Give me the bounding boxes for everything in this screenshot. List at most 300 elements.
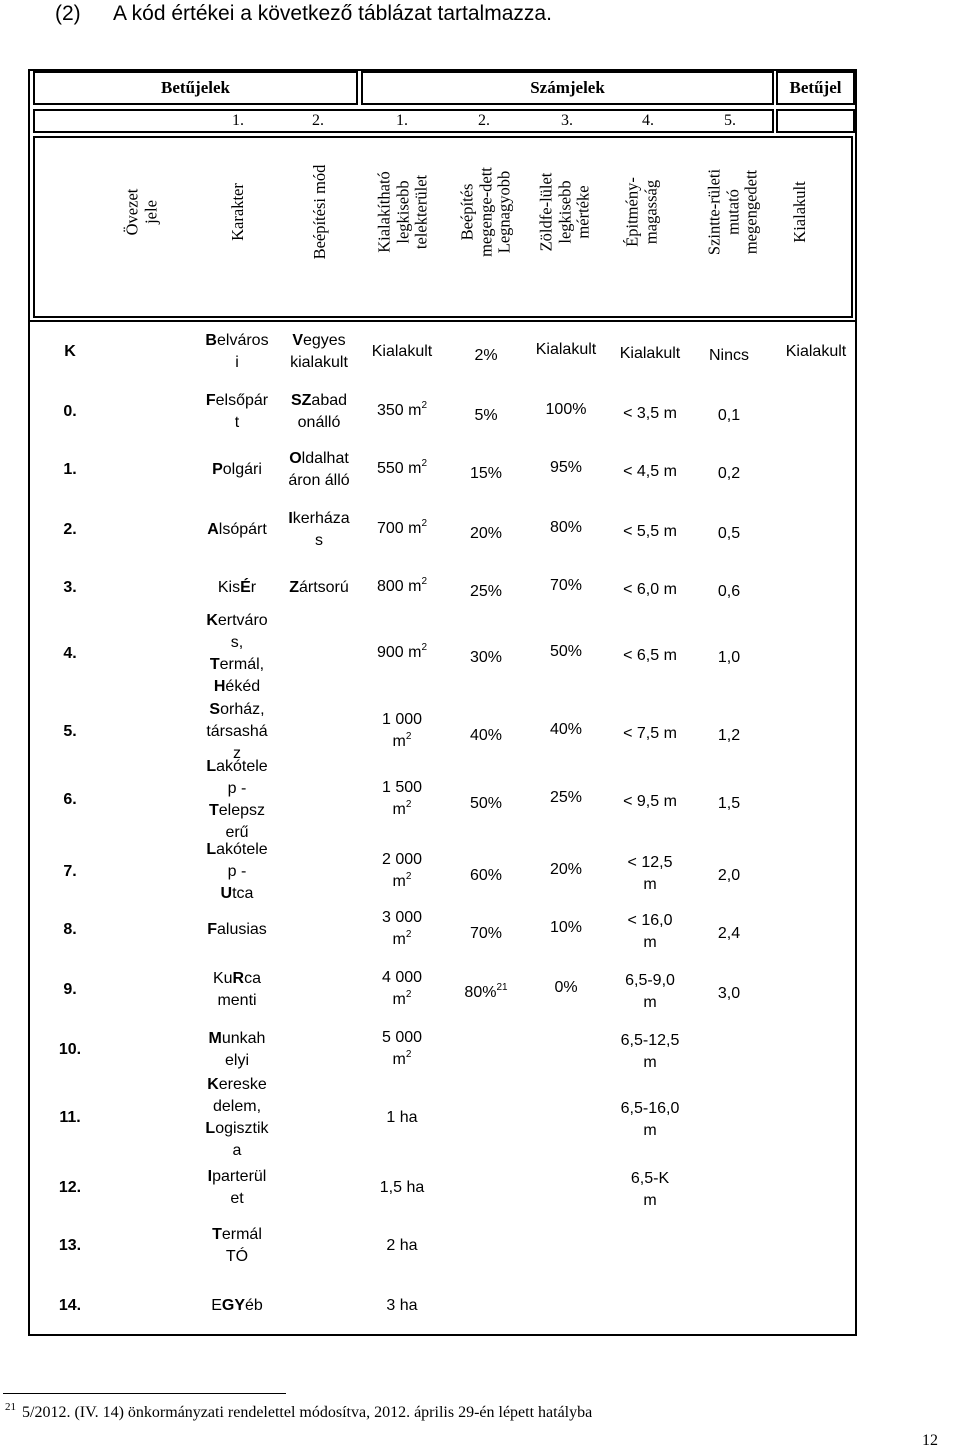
text: m (643, 994, 657, 1011)
karakter-line (228, 863, 247, 880)
row-telekterulet (357, 518, 447, 542)
row-magassag-line (600, 1030, 700, 1052)
karakter-part: parterül (212, 1168, 267, 1185)
karakter-part: ermál, (219, 656, 265, 673)
row-telekterulet-line (357, 1295, 447, 1317)
text: m (392, 931, 406, 948)
karakter-part: T (208, 802, 219, 819)
row-code (40, 861, 100, 883)
row-magassag (600, 910, 700, 954)
karakter-line (235, 414, 239, 431)
row-code (40, 1039, 100, 1061)
text: 800 m (376, 578, 422, 595)
text: 12. (58, 1179, 82, 1196)
karakter-line (211, 1297, 263, 1314)
row-telekterulet-line (357, 731, 447, 755)
row-telekterulet-line (357, 518, 447, 542)
row-zoldfelulet-line (521, 859, 611, 881)
row-zoldfelulet-line (521, 575, 611, 597)
column-number: 2. (312, 112, 324, 129)
column-header-line: legkisebb (554, 180, 574, 244)
row-karakter-line (198, 861, 276, 883)
row-code-line (40, 577, 100, 599)
karakter-line (228, 780, 247, 797)
group-header-szamjelek (361, 71, 774, 105)
row-telekterulet-line (357, 341, 447, 363)
text: 40% (469, 727, 503, 744)
text: K (64, 343, 76, 360)
text: m (643, 1192, 657, 1209)
column-header-line: Szintte-rületi (704, 168, 724, 256)
column-number: 3. (561, 112, 573, 129)
text: 4 000 (381, 969, 423, 986)
text: 900 m (376, 644, 422, 661)
karakter-part: akótele (216, 758, 268, 775)
row-magassag-line (600, 1098, 700, 1120)
row-code-line (40, 861, 100, 883)
row-beepitesi-mod-line (280, 577, 358, 599)
text: 70% (549, 577, 583, 594)
karakter-part: TÓ (225, 1248, 249, 1265)
karakter-line (292, 332, 345, 349)
karakter-line (209, 802, 265, 819)
column-header (229, 183, 248, 241)
row-karakter (198, 1074, 276, 1162)
text: 9. (63, 981, 77, 998)
text: 350 m (376, 402, 422, 419)
text: 2,0 (717, 867, 741, 884)
row-code-line (40, 459, 100, 481)
column-header-line: Épitmény- (622, 177, 642, 247)
karakter-part: p - (227, 780, 247, 797)
karakter-part: onálló (297, 414, 341, 431)
column-header (537, 173, 593, 252)
row-code (40, 721, 100, 743)
area-unit (393, 991, 412, 1008)
row-magassag-line (600, 645, 700, 667)
row-szintterulet (699, 405, 759, 427)
superscript: 21 (496, 982, 508, 993)
karakter-part: F (207, 921, 217, 938)
column-number: 1. (396, 112, 408, 129)
row-beepites-line (451, 463, 521, 485)
row-beepites-line (451, 865, 521, 887)
row-magassag (600, 645, 700, 667)
row-telekterulet-line (357, 1235, 447, 1257)
karakter-part: áron álló (288, 472, 350, 489)
karakter-part: H (213, 678, 226, 695)
row-telekterulet (357, 967, 447, 1013)
row-magassag (600, 1030, 700, 1074)
text: 15% (469, 465, 503, 482)
row-telekterulet (357, 1235, 447, 1257)
karakter-line (290, 354, 348, 371)
text: 20% (549, 861, 583, 878)
row-karakter-line (198, 1224, 276, 1246)
row-magassag (600, 343, 700, 365)
text: m (643, 876, 657, 893)
row-beepitesi-mod-line (280, 448, 358, 470)
karakter-part: K (207, 1076, 219, 1093)
text: 0% (554, 979, 578, 996)
column-number: 2. (478, 112, 490, 129)
column-header-line: megengedett (741, 169, 761, 255)
row-magassag (600, 970, 700, 1014)
karakter-part: unkah (221, 1030, 266, 1047)
group-header-betujel (776, 71, 855, 105)
row-code-line (40, 789, 100, 811)
row-karakter (198, 968, 276, 1012)
column-header-line: Kialakítható (374, 171, 394, 253)
karakter-part: V (292, 332, 303, 349)
karakter-part: M (208, 1030, 222, 1047)
karakter-part: ldalhat (301, 450, 349, 467)
row-beepitesi-mod-line (280, 390, 358, 412)
karakter-part: ékéd (225, 678, 261, 695)
karakter-line (205, 1120, 268, 1137)
karakter-part: T (209, 656, 220, 673)
karakter-part: s, (230, 634, 244, 651)
text: 6,5-12,5 (620, 1032, 680, 1049)
karakter-part: GY (221, 1297, 245, 1314)
column-header (791, 181, 810, 242)
karakter-part: ermál (221, 1226, 262, 1243)
column-header-line: magasság (641, 179, 660, 245)
column-header-line: jele (141, 200, 160, 224)
row-beepites-line (451, 523, 521, 545)
text: 0,6 (717, 583, 741, 600)
row-szintterulet (699, 523, 759, 545)
row-kialakult-line (776, 341, 856, 363)
karakter-part: T (212, 1226, 222, 1243)
row-zoldfelulet (521, 457, 611, 479)
row-code-line (40, 1295, 100, 1317)
row-beepites-line (451, 923, 521, 945)
row-karakter-line (198, 1295, 276, 1317)
row-telekterulet (357, 709, 447, 755)
column-header-line: mértéke (573, 185, 593, 239)
area-unit (393, 801, 412, 818)
karakter-line (213, 970, 261, 987)
karakter-line (206, 841, 267, 858)
superscript: 2 (405, 731, 412, 742)
superscript: 2 (405, 799, 412, 810)
text: Kialakult (619, 345, 681, 362)
row-zoldfelulet-line (521, 457, 611, 479)
text: 700 m (376, 520, 422, 537)
karakter-part: I (207, 1168, 213, 1185)
row-telekterulet (357, 1107, 447, 1129)
row-zoldfelulet-line (521, 977, 611, 999)
row-beepites (451, 793, 521, 815)
row-magassag (600, 1168, 700, 1212)
text: 0,5 (717, 525, 741, 542)
row-karakter-line (198, 352, 276, 374)
row-karakter-line (198, 721, 276, 743)
row-code (40, 459, 100, 481)
karakter-line (315, 532, 323, 549)
row-telekterulet (357, 907, 447, 953)
karakter-part: z (233, 745, 241, 762)
text: 70% (469, 925, 503, 942)
row-magassag-line (600, 852, 700, 874)
group-label-szamjelek: Számjelek (530, 78, 605, 97)
column-header-line: Övezet (122, 188, 142, 236)
karakter-part: elyi (224, 1052, 249, 1069)
row-zoldfelulet-line (521, 339, 611, 361)
karakter-part: társashá (206, 723, 268, 740)
row-telekterulet (357, 1177, 447, 1199)
text: 1. (63, 461, 77, 478)
row-code (40, 789, 100, 811)
text: < 16,0 (627, 912, 673, 929)
row-beepitesi-mod-line (280, 530, 358, 552)
text: 1,0 (717, 649, 741, 666)
row-code (40, 979, 100, 1001)
text: 60% (469, 867, 503, 884)
row-szintterulet-line (699, 463, 759, 485)
row-magassag (600, 579, 700, 601)
karakter-part: r (250, 579, 257, 596)
text: < 3,5 m (623, 405, 677, 422)
text: 3 000 (381, 909, 423, 926)
group-header-betujelek (33, 71, 358, 105)
column-header-line: Zöldfe-lület (536, 172, 556, 252)
text: m (643, 1122, 657, 1139)
karakter-line (210, 656, 264, 673)
row-beepites (451, 463, 521, 485)
row-code-line (40, 979, 100, 1001)
row-karakter (198, 919, 276, 941)
text: 95% (549, 459, 583, 476)
karakter-line (221, 885, 254, 902)
row-telekterulet (357, 576, 447, 600)
karakter-part: ertváro (217, 612, 268, 629)
karakter-part: elváros (216, 332, 269, 349)
row-szintterulet-line (699, 647, 759, 669)
karakter-part: erű (225, 824, 249, 841)
karakter-line (212, 1226, 262, 1243)
text: m (392, 991, 406, 1008)
area-unit (393, 931, 412, 948)
row-code (40, 1107, 100, 1129)
karakter-part: R (232, 970, 245, 987)
text: 3,0 (717, 985, 741, 1002)
text: < 12,5 (627, 854, 673, 871)
text: 7. (63, 863, 77, 880)
row-karakter-line (198, 1166, 276, 1188)
row-code (40, 643, 100, 665)
footnote-rule (3, 1393, 286, 1394)
karakter-part: ca (244, 970, 262, 987)
row-beepitesi-mod (280, 508, 358, 552)
karakter-part: éb (245, 1297, 263, 1314)
row-telekterulet (357, 642, 447, 666)
row-karakter (198, 610, 276, 698)
karakter-line (235, 354, 239, 371)
row-szintterulet (699, 793, 759, 815)
karakter-part: t (234, 414, 240, 431)
group-label-betujelek: Betűjelek (161, 78, 230, 97)
area-value (377, 520, 427, 537)
text: 4. (63, 645, 77, 662)
text: 8. (63, 921, 77, 938)
column-header (375, 171, 431, 253)
karakter-part: L (206, 758, 217, 775)
section-number: (2) (55, 2, 81, 25)
karakter-part: S (209, 701, 221, 718)
karakter-part: kerháza (292, 510, 350, 527)
karakter-line (209, 701, 264, 718)
karakter-part: B (205, 332, 217, 349)
karakter-line (206, 392, 268, 409)
text: 1,5 (717, 795, 741, 812)
area-value (377, 644, 427, 661)
row-telekterulet-line (357, 849, 447, 871)
row-karakter-line (198, 676, 276, 698)
row-karakter-line (198, 632, 276, 654)
row-beepites-line (451, 647, 521, 669)
row-zoldfelulet (521, 917, 611, 939)
row-szintterulet (699, 581, 759, 603)
text: m (392, 873, 406, 890)
text: 25% (549, 789, 583, 806)
row-code-line (40, 519, 100, 541)
row-karakter-line (198, 1074, 276, 1096)
row-karakter-line (198, 1028, 276, 1050)
text: Kialakult (371, 343, 433, 360)
karakter-part: abad (311, 392, 348, 409)
row-magassag-line (600, 579, 700, 601)
area-unit (393, 873, 412, 890)
karakter-part: akótele (216, 841, 268, 858)
row-magassag-line (600, 521, 700, 543)
text: 10. (58, 1041, 82, 1058)
karakter-part: SZ (290, 392, 312, 409)
group-label-betujel: Betűjel (789, 78, 842, 97)
row-code-line (40, 1107, 100, 1129)
row-zoldfelulet (521, 859, 611, 881)
row-szintterulet (699, 463, 759, 485)
row-zoldfelulet (521, 399, 611, 421)
row-magassag-line (600, 461, 700, 483)
area-value (377, 578, 427, 595)
karakter-part: Z (289, 579, 299, 596)
column-header-line: mutató (722, 189, 742, 235)
karakter-line (206, 758, 267, 775)
row-karakter (198, 519, 276, 541)
karakter-line (289, 579, 349, 596)
row-szintterulet-line (699, 793, 759, 815)
karakter-part: lsópárt (218, 521, 267, 538)
text: 6,5-16,0 (620, 1100, 680, 1117)
row-karakter-line (198, 459, 276, 481)
row-zoldfelulet (521, 787, 611, 809)
row-zoldfelulet-line (521, 399, 611, 421)
karakter-line (206, 612, 267, 629)
row-magassag-line (600, 970, 700, 992)
text: 20% (469, 525, 503, 542)
row-telekterulet-line (357, 1107, 447, 1129)
row-beepites (451, 345, 521, 367)
footnote-marker: 21 (5, 1401, 16, 1413)
superscript: 2 (421, 642, 428, 653)
header-divider (28, 320, 857, 322)
karakter-line (209, 1030, 266, 1047)
row-karakter-line (198, 519, 276, 541)
row-zoldfelulet (521, 641, 611, 663)
text: 10% (549, 919, 583, 936)
text: 5. (63, 723, 77, 740)
row-telekterulet-line (357, 642, 447, 666)
superscript: 2 (421, 576, 428, 587)
column-header-line: telekterület (411, 174, 431, 250)
row-magassag (600, 723, 700, 745)
row-beepites-line (451, 345, 521, 367)
row-telekterulet-line (357, 1049, 447, 1073)
karakter-part: elepsz (218, 802, 266, 819)
karakter-part: L (205, 1120, 216, 1137)
row-beepites (451, 405, 521, 427)
row-beepitesi-mod-line (280, 508, 358, 530)
row-zoldfelulet (521, 339, 611, 361)
text: 3. (63, 579, 77, 596)
text: 1,2 (717, 727, 741, 744)
row-magassag (600, 461, 700, 483)
column-header-line: megenge-dett (475, 167, 495, 257)
karakter-part: et (230, 1190, 244, 1207)
row-beepitesi-mod (280, 390, 358, 434)
text: 80% (549, 519, 583, 536)
column-number: 4. (642, 112, 654, 129)
karakter-line (288, 510, 349, 527)
row-telekterulet-line (357, 967, 447, 989)
text: 14. (58, 1297, 82, 1314)
text: Kialakult (785, 343, 847, 360)
column-number: 1. (232, 112, 244, 129)
text: 5% (474, 407, 498, 424)
row-zoldfelulet-line (521, 917, 611, 939)
karakter-line (225, 1052, 249, 1069)
row-code (40, 1295, 100, 1317)
row-code-line (40, 401, 100, 423)
text: 2. (63, 521, 77, 538)
row-code-line (40, 1235, 100, 1257)
karakter-part: A (207, 521, 219, 538)
row-magassag-line (600, 1052, 700, 1074)
text: 0,1 (717, 407, 741, 424)
karakter-part: i (235, 354, 239, 371)
row-code (40, 401, 100, 423)
text: 2,4 (717, 925, 741, 942)
row-code-line (40, 1177, 100, 1199)
footnote (5, 1401, 593, 1422)
karakter-line (214, 678, 260, 695)
row-karakter (198, 839, 276, 905)
karakter-part: kialakult (290, 354, 348, 371)
row-karakter-line (198, 1050, 276, 1072)
karakter-line (298, 414, 341, 431)
subnum-row-right (776, 109, 855, 133)
text: 5 000 (381, 1029, 423, 1046)
row-karakter-line (198, 778, 276, 800)
row-zoldfelulet (521, 575, 611, 597)
text: 6,5-K (630, 1170, 670, 1187)
row-karakter (198, 459, 276, 481)
karakter-line (212, 461, 262, 478)
karakter-part: O (289, 450, 302, 467)
karakter-part: F (205, 392, 216, 409)
